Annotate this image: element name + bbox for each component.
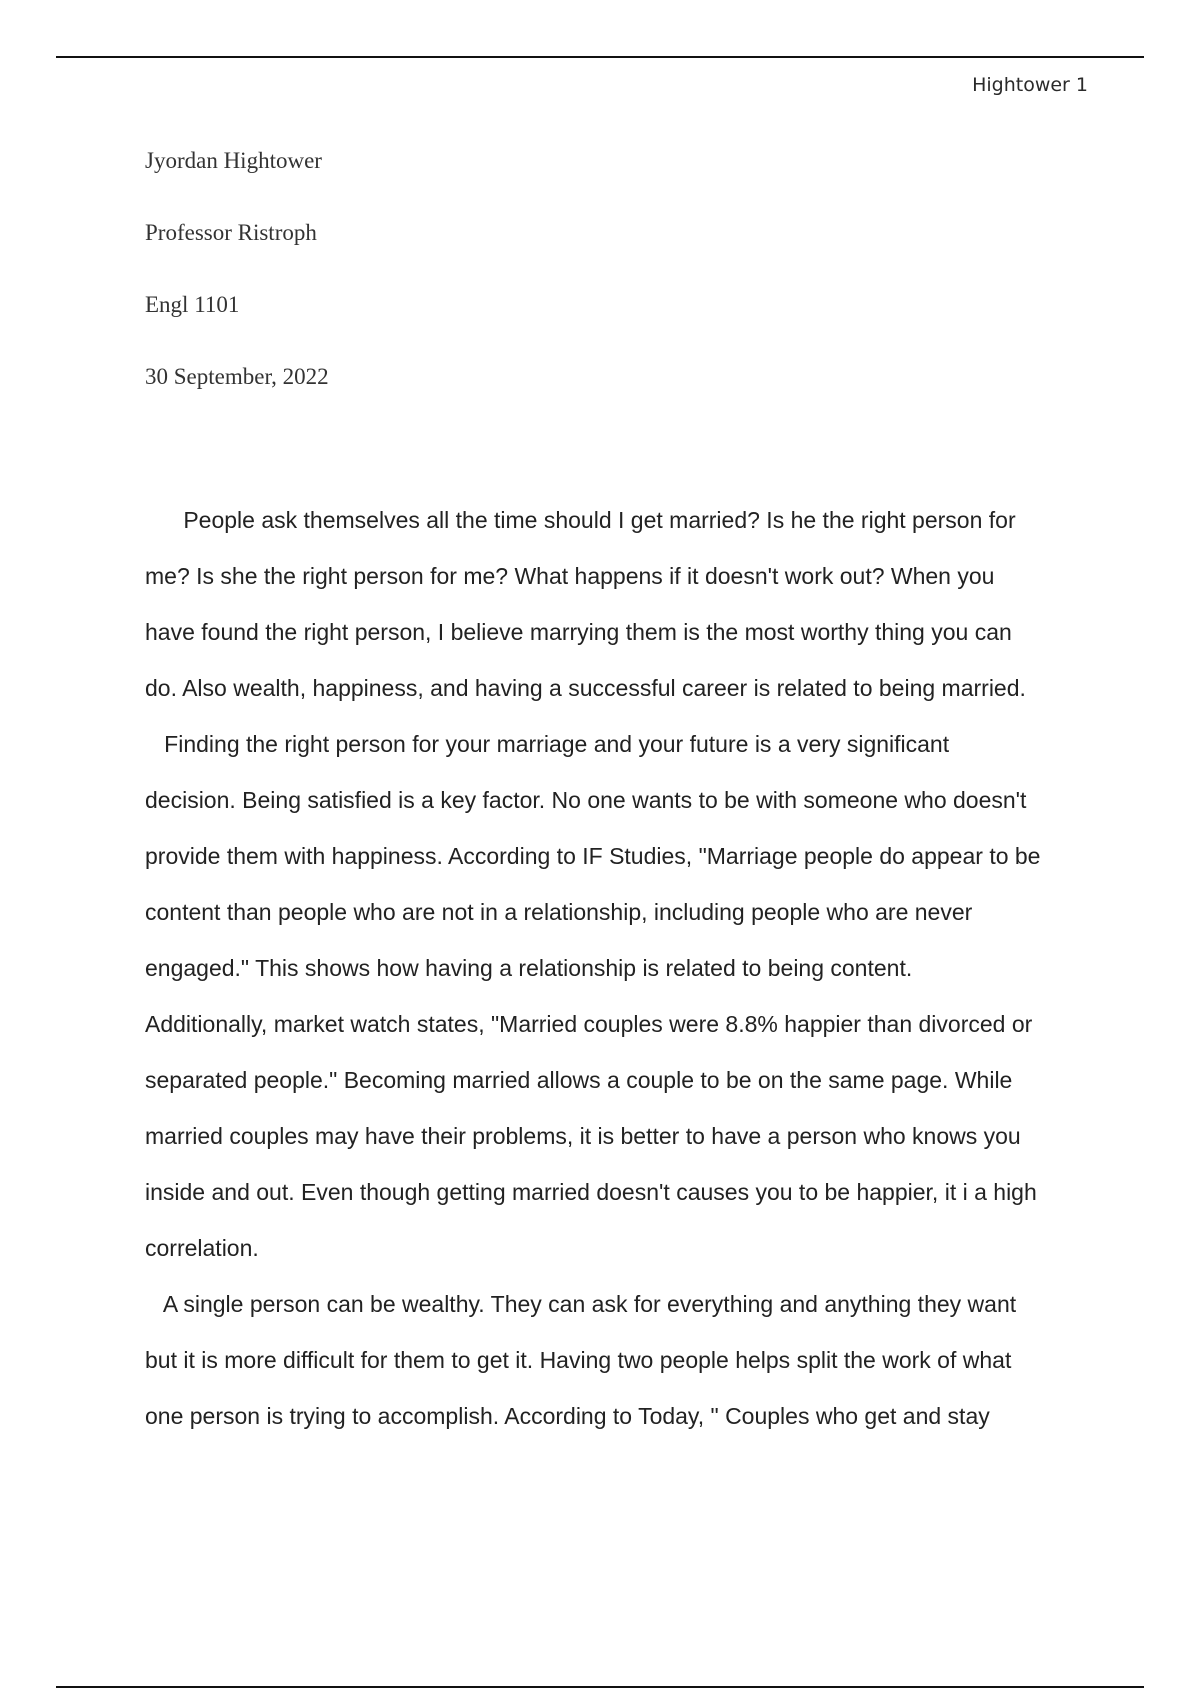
body-line: Additionally, market watch states, "Married couples were 8.8% happier than divorced or [145, 1011, 1033, 1037]
running-head: Hightower 1 [972, 74, 1088, 96]
body-line: me? Is she the right person for me? What happens if it doesn't work out? When you [145, 563, 995, 589]
body-line: one person is trying to accomplish. According to Today, " Couples who get and stay [145, 1403, 990, 1429]
footer-rule [56, 1686, 1144, 1688]
body-line: inside and out. Even though getting married doesn't causes you to be happier, it i a high [145, 1179, 1037, 1205]
header-rule [56, 56, 1144, 58]
body-line: separated people." Becoming married allows a couple to be on the same page. While [145, 1067, 1013, 1093]
mla-heading [145, 146, 329, 434]
body-line: correlation. [145, 1235, 259, 1261]
body-line: decision. Being satisfied is a key factor. No one wants to be with someone who doesn't [145, 787, 1027, 813]
instructor-name: Professor Ristroph [145, 220, 317, 245]
body-line: A single person can be wealthy. They can ask for everything and anything they want [145, 1291, 1017, 1317]
author-name: Jyordan Hightower [145, 148, 322, 173]
body-line: Finding the right person for your marriage and your future is a very significant [145, 731, 950, 757]
body-line: engaged." This shows how having a relationship is related to being content. [145, 955, 913, 981]
body-line: People ask themselves all the time should I get married? Is he the right person for [145, 507, 1016, 533]
body-line: content than people who are not in a relationship, including people who are never [145, 899, 973, 925]
body-line: married couples may have their problems, it is better to have a person who knows you [145, 1123, 1021, 1149]
body-line: provide them with happiness. According to IF Studies, "Marriage people do appear to be [145, 843, 1041, 869]
essay-date: 30 September, 2022 [145, 364, 329, 389]
course-name: Engl 1101 [145, 292, 240, 317]
body-line: do. Also wealth, happiness, and having a successful career is related to being married. [145, 675, 1026, 701]
essay-body [145, 500, 1095, 1452]
body-line: have found the right person, I believe marrying them is the most worthy thing you can [145, 619, 1012, 645]
body-line: but it is more difficult for them to get it. Having two people helps split the work of what [145, 1347, 1012, 1373]
